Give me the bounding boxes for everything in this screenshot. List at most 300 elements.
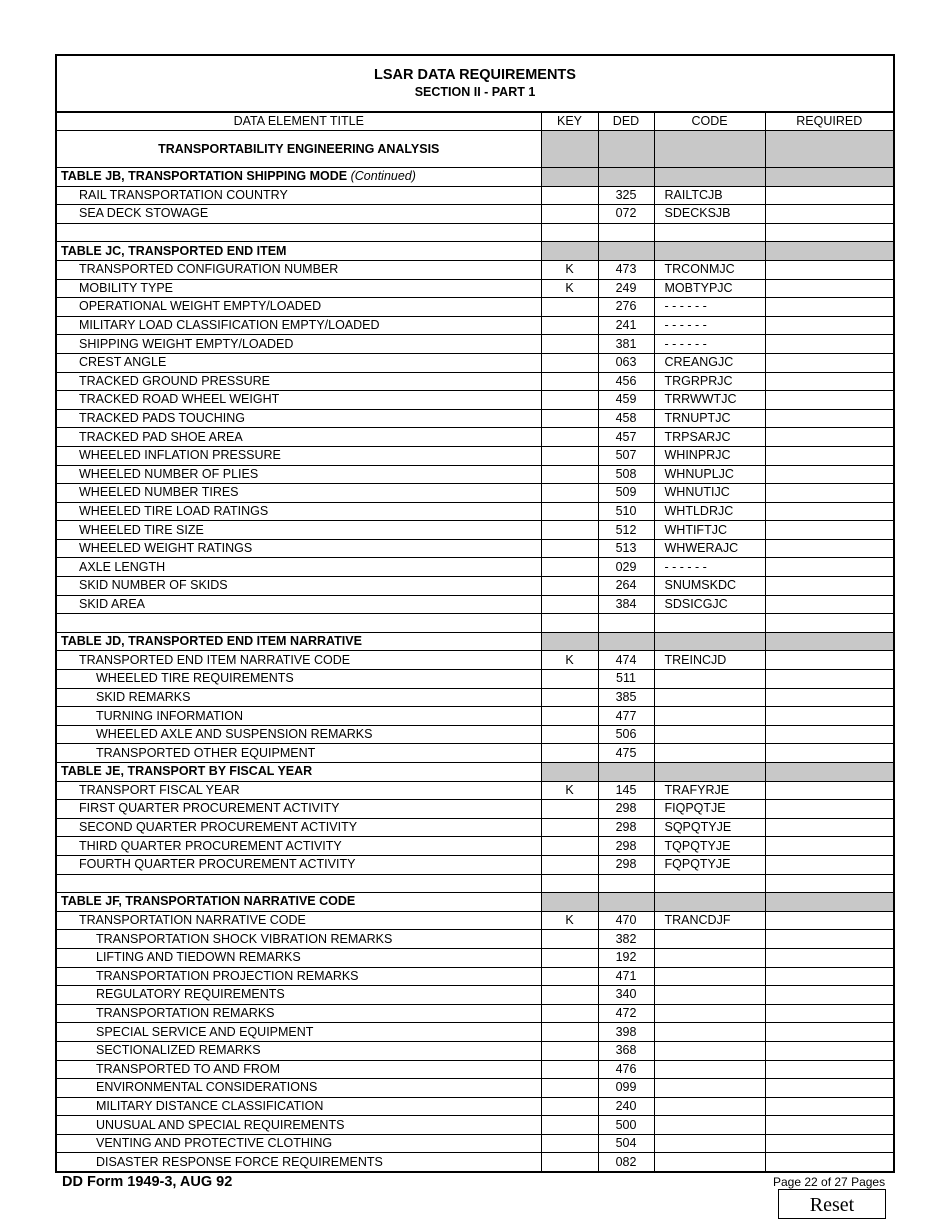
data-element-title: MOBILITY TYPE bbox=[57, 279, 541, 298]
table-row bbox=[57, 595, 893, 614]
code-cell bbox=[654, 688, 765, 707]
key-cell bbox=[541, 1134, 598, 1153]
key-cell bbox=[541, 725, 598, 744]
table-row bbox=[57, 967, 893, 986]
key-cell bbox=[541, 465, 598, 484]
key-cell bbox=[541, 800, 598, 819]
key-cell bbox=[541, 577, 598, 596]
key-cell bbox=[541, 1041, 598, 1060]
section-title-text: TABLE JF, TRANSPORTATION NARRATIVE CODE bbox=[61, 894, 356, 909]
data-element-title: REGULATORY REQUIREMENTS bbox=[57, 986, 541, 1005]
key-cell: K bbox=[541, 911, 598, 930]
required-cell[interactable] bbox=[765, 205, 893, 224]
ded-cell: 512 bbox=[598, 521, 654, 540]
required-cell[interactable] bbox=[765, 707, 893, 726]
table-row bbox=[57, 577, 893, 596]
required-cell[interactable] bbox=[765, 1023, 893, 1042]
code-cell: TRPSARJC bbox=[654, 428, 765, 447]
code-cell: FIQPQTJE bbox=[654, 800, 765, 819]
code-cell: TRNUPTJC bbox=[654, 409, 765, 428]
data-requirements-table bbox=[57, 112, 893, 1171]
table-row bbox=[57, 818, 893, 837]
ded-cell: 063 bbox=[598, 353, 654, 372]
required-cell[interactable] bbox=[765, 298, 893, 317]
required-cell[interactable] bbox=[765, 781, 893, 800]
ded-cell: 382 bbox=[598, 930, 654, 949]
key-cell bbox=[541, 446, 598, 465]
table-row bbox=[57, 298, 893, 317]
table-row bbox=[57, 335, 893, 354]
data-element-title: OPERATIONAL WEIGHT EMPTY/LOADED bbox=[57, 298, 541, 317]
code-cell: SDSICGJC bbox=[654, 595, 765, 614]
key-cell bbox=[541, 186, 598, 205]
section-title bbox=[57, 893, 541, 912]
table-row bbox=[57, 353, 893, 372]
table-row bbox=[57, 521, 893, 540]
form-subtitle: SECTION II - PART 1 bbox=[414, 85, 536, 99]
code-cell: RAILTCJB bbox=[654, 186, 765, 205]
table-row bbox=[57, 986, 893, 1005]
data-element-title: WHEELED TIRE REQUIREMENTS bbox=[57, 670, 541, 689]
code-cell: WHINPRJC bbox=[654, 446, 765, 465]
data-element-title: SKID NUMBER OF SKIDS bbox=[57, 577, 541, 596]
required-cell[interactable] bbox=[765, 670, 893, 689]
code-cell bbox=[654, 1097, 765, 1116]
table-row bbox=[57, 409, 893, 428]
ded-cell: 471 bbox=[598, 967, 654, 986]
table-section-row bbox=[57, 763, 893, 782]
ded-cell: 240 bbox=[598, 1097, 654, 1116]
ded-cell: 509 bbox=[598, 484, 654, 503]
table-row bbox=[57, 446, 893, 465]
section-title bbox=[57, 763, 541, 782]
table-row bbox=[57, 800, 893, 819]
data-element-title: SPECIAL SERVICE AND EQUIPMENT bbox=[57, 1023, 541, 1042]
required-cell[interactable] bbox=[765, 1116, 893, 1135]
ded-cell: 082 bbox=[598, 1153, 654, 1171]
table-row bbox=[57, 670, 893, 689]
data-element-title: TRANSPORTATION PROJECTION REMARKS bbox=[57, 967, 541, 986]
data-element-title: SEA DECK STOWAGE bbox=[57, 205, 541, 224]
required-cell[interactable] bbox=[765, 911, 893, 930]
data-element-title: RAIL TRANSPORTATION COUNTRY bbox=[57, 186, 541, 205]
ded-cell: 298 bbox=[598, 855, 654, 874]
code-cell bbox=[654, 1079, 765, 1098]
code-cell: TQPQTYJE bbox=[654, 837, 765, 856]
table-row bbox=[57, 372, 893, 391]
ded-cell: 474 bbox=[598, 651, 654, 670]
required-cell[interactable] bbox=[765, 855, 893, 874]
ded-cell: 340 bbox=[598, 986, 654, 1005]
ded-cell: 511 bbox=[598, 670, 654, 689]
table-row bbox=[57, 1116, 893, 1135]
key-cell bbox=[541, 391, 598, 410]
data-element-title: TRANSPORTATION SHOCK VIBRATION REMARKS bbox=[57, 930, 541, 949]
key-cell bbox=[541, 502, 598, 521]
code-cell bbox=[654, 948, 765, 967]
table-row bbox=[57, 316, 893, 335]
section-title-text: TABLE JC, TRANSPORTED END ITEM bbox=[61, 243, 287, 258]
data-element-title: DISASTER RESPONSE FORCE REQUIREMENTS bbox=[57, 1153, 541, 1171]
key-cell bbox=[541, 1097, 598, 1116]
form-title: LSAR DATA REQUIREMENTS bbox=[374, 67, 576, 83]
code-cell bbox=[654, 930, 765, 949]
code-cell bbox=[654, 986, 765, 1005]
required-cell[interactable] bbox=[765, 260, 893, 279]
key-cell bbox=[541, 1153, 598, 1171]
required-cell[interactable] bbox=[765, 1079, 893, 1098]
code-cell bbox=[654, 1134, 765, 1153]
ded-cell: 249 bbox=[598, 279, 654, 298]
ded-cell: 298 bbox=[598, 800, 654, 819]
code-cell: SNUMSKDC bbox=[654, 577, 765, 596]
code-cell bbox=[654, 1116, 765, 1135]
data-element-title: WHEELED TIRE LOAD RATINGS bbox=[57, 502, 541, 521]
required-cell[interactable] bbox=[765, 484, 893, 503]
data-element-title: TRACKED ROAD WHEEL WEIGHT bbox=[57, 391, 541, 410]
code-cell bbox=[654, 1153, 765, 1171]
required-cell[interactable] bbox=[765, 1041, 893, 1060]
ded-cell: 472 bbox=[598, 1004, 654, 1023]
ded-cell: 192 bbox=[598, 948, 654, 967]
required-cell[interactable] bbox=[765, 521, 893, 540]
key-cell bbox=[541, 484, 598, 503]
data-element-title: LIFTING AND TIEDOWN REMARKS bbox=[57, 948, 541, 967]
table-row bbox=[57, 1079, 893, 1098]
required-cell[interactable] bbox=[765, 930, 893, 949]
table-row bbox=[57, 1153, 893, 1171]
table-row bbox=[57, 205, 893, 224]
code-cell: - - - - - - bbox=[654, 316, 765, 335]
data-element-title: SKID REMARKS bbox=[57, 688, 541, 707]
section-title-text: TABLE JE, TRANSPORT BY FISCAL YEAR bbox=[61, 764, 313, 779]
table-row bbox=[57, 930, 893, 949]
code-cell: WHNUTIJC bbox=[654, 484, 765, 503]
col-header-code: CODE bbox=[654, 113, 765, 131]
data-element-title: CREST ANGLE bbox=[57, 353, 541, 372]
ded-cell: 384 bbox=[598, 595, 654, 614]
data-element-title: MILITARY LOAD CLASSIFICATION EMPTY/LOADED bbox=[57, 316, 541, 335]
required-cell[interactable] bbox=[765, 186, 893, 205]
key-cell bbox=[541, 558, 598, 577]
form-header bbox=[57, 56, 893, 112]
table-row bbox=[57, 744, 893, 763]
section-title bbox=[57, 632, 541, 651]
required-cell[interactable] bbox=[765, 1134, 893, 1153]
data-element-title: TRANSPORTATION REMARKS bbox=[57, 1004, 541, 1023]
blank-row bbox=[57, 874, 893, 893]
table-row bbox=[57, 911, 893, 930]
table-row bbox=[57, 651, 893, 670]
key-cell bbox=[541, 316, 598, 335]
required-cell[interactable] bbox=[765, 948, 893, 967]
data-element-title: WHEELED NUMBER TIRES bbox=[57, 484, 541, 503]
data-element-title: TRANSPORTED CONFIGURATION NUMBER bbox=[57, 260, 541, 279]
table-row bbox=[57, 428, 893, 447]
blank-row bbox=[57, 223, 893, 242]
data-element-title: MILITARY DISTANCE CLASSIFICATION bbox=[57, 1097, 541, 1116]
key-cell bbox=[541, 855, 598, 874]
table-row bbox=[57, 558, 893, 577]
form-id: DD Form 1949-3, AUG 92 bbox=[62, 1174, 233, 1190]
ded-cell: 504 bbox=[598, 1134, 654, 1153]
ded-cell: 385 bbox=[598, 688, 654, 707]
required-cell[interactable] bbox=[765, 967, 893, 986]
data-element-title: WHEELED WEIGHT RATINGS bbox=[57, 539, 541, 558]
code-cell: SQPQTYJE bbox=[654, 818, 765, 837]
table-row bbox=[57, 1060, 893, 1079]
ded-cell: 099 bbox=[598, 1079, 654, 1098]
section-title-text: TABLE JB, TRANSPORTATION SHIPPING MODE bbox=[61, 169, 348, 184]
code-cell: TRGRPRJC bbox=[654, 372, 765, 391]
required-cell[interactable] bbox=[765, 1097, 893, 1116]
column-header-row bbox=[57, 113, 893, 131]
key-cell bbox=[541, 428, 598, 447]
key-cell bbox=[541, 688, 598, 707]
table-row bbox=[57, 725, 893, 744]
code-cell bbox=[654, 1023, 765, 1042]
page-number: Page 22 of 27 Pages bbox=[773, 1175, 886, 1189]
data-element-title: THIRD QUARTER PROCUREMENT ACTIVITY bbox=[57, 837, 541, 856]
ded-cell: 145 bbox=[598, 781, 654, 800]
col-header-ded: DED bbox=[598, 113, 654, 131]
table-row bbox=[57, 539, 893, 558]
table-section-row bbox=[57, 168, 893, 187]
data-element-title: WHEELED INFLATION PRESSURE bbox=[57, 446, 541, 465]
code-cell bbox=[654, 1004, 765, 1023]
key-cell bbox=[541, 818, 598, 837]
ded-cell: 458 bbox=[598, 409, 654, 428]
data-element-title: SKID AREA bbox=[57, 595, 541, 614]
required-cell[interactable] bbox=[765, 316, 893, 335]
data-element-title: TRACKED GROUND PRESSURE bbox=[57, 372, 541, 391]
key-cell bbox=[541, 1023, 598, 1042]
code-cell: CREANGJC bbox=[654, 353, 765, 372]
key-cell bbox=[541, 948, 598, 967]
ded-cell: 298 bbox=[598, 837, 654, 856]
data-element-title: VENTING AND PROTECTIVE CLOTHING bbox=[57, 1134, 541, 1153]
data-element-title: TRANSPORTATION NARRATIVE CODE bbox=[57, 911, 541, 930]
required-cell[interactable] bbox=[765, 651, 893, 670]
data-element-title: AXLE LENGTH bbox=[57, 558, 541, 577]
ded-cell: 456 bbox=[598, 372, 654, 391]
code-cell: TRANCDJF bbox=[654, 911, 765, 930]
section-title bbox=[57, 242, 541, 261]
reset-button[interactable]: Reset bbox=[778, 1189, 886, 1219]
table-row bbox=[57, 1097, 893, 1116]
required-cell[interactable] bbox=[765, 1060, 893, 1079]
required-cell[interactable] bbox=[765, 502, 893, 521]
code-cell: TRCONMJC bbox=[654, 260, 765, 279]
table-section-row bbox=[57, 632, 893, 651]
table-row bbox=[57, 1041, 893, 1060]
data-element-title: UNUSUAL AND SPECIAL REQUIREMENTS bbox=[57, 1116, 541, 1135]
code-cell bbox=[654, 744, 765, 763]
ded-cell: 381 bbox=[598, 335, 654, 354]
blank-row bbox=[57, 614, 893, 633]
key-cell bbox=[541, 1116, 598, 1135]
key-cell bbox=[541, 1060, 598, 1079]
key-cell bbox=[541, 539, 598, 558]
code-cell bbox=[654, 670, 765, 689]
ded-cell: 476 bbox=[598, 1060, 654, 1079]
table-row bbox=[57, 391, 893, 410]
code-cell bbox=[654, 967, 765, 986]
table-row bbox=[57, 186, 893, 205]
data-element-title: TRACKED PADS TOUCHING bbox=[57, 409, 541, 428]
table-section-row bbox=[57, 893, 893, 912]
code-cell: TREINCJD bbox=[654, 651, 765, 670]
data-element-title: TURNING INFORMATION bbox=[57, 707, 541, 726]
code-cell: TRRWWTJC bbox=[654, 391, 765, 410]
table-row bbox=[57, 707, 893, 726]
code-cell: - - - - - - bbox=[654, 298, 765, 317]
data-element-title: SECOND QUARTER PROCUREMENT ACTIVITY bbox=[57, 818, 541, 837]
code-cell: WHNUPLJC bbox=[654, 465, 765, 484]
required-cell[interactable] bbox=[765, 558, 893, 577]
key-cell bbox=[541, 967, 598, 986]
key-cell: K bbox=[541, 651, 598, 670]
data-element-title: FIRST QUARTER PROCUREMENT ACTIVITY bbox=[57, 800, 541, 819]
required-cell[interactable] bbox=[765, 688, 893, 707]
table-row bbox=[57, 260, 893, 279]
continued-label: (Continued) bbox=[350, 169, 416, 184]
code-cell: MOBTYPJC bbox=[654, 279, 765, 298]
data-element-title: TRANSPORTED TO AND FROM bbox=[57, 1060, 541, 1079]
required-cell[interactable] bbox=[765, 837, 893, 856]
table-row bbox=[57, 688, 893, 707]
required-cell[interactable] bbox=[765, 409, 893, 428]
group-title-row bbox=[57, 131, 893, 168]
ded-cell: 241 bbox=[598, 316, 654, 335]
key-cell bbox=[541, 930, 598, 949]
required-cell[interactable] bbox=[765, 335, 893, 354]
table-row bbox=[57, 484, 893, 503]
code-cell bbox=[654, 1060, 765, 1079]
ded-cell: 470 bbox=[598, 911, 654, 930]
required-cell[interactable] bbox=[765, 465, 893, 484]
required-cell[interactable] bbox=[765, 428, 893, 447]
ded-cell: 072 bbox=[598, 205, 654, 224]
data-element-title: TRACKED PAD SHOE AREA bbox=[57, 428, 541, 447]
table-row bbox=[57, 1023, 893, 1042]
required-cell[interactable] bbox=[765, 744, 893, 763]
ded-cell: 298 bbox=[598, 818, 654, 837]
key-cell bbox=[541, 353, 598, 372]
required-cell[interactable] bbox=[765, 595, 893, 614]
code-cell: WHTLDRJC bbox=[654, 502, 765, 521]
data-element-title: ENVIRONMENTAL CONSIDERATIONS bbox=[57, 1079, 541, 1098]
required-cell[interactable] bbox=[765, 372, 893, 391]
data-element-title: TRANSPORTED END ITEM NARRATIVE CODE bbox=[57, 651, 541, 670]
table-row bbox=[57, 502, 893, 521]
ded-cell: 325 bbox=[598, 186, 654, 205]
key-cell bbox=[541, 986, 598, 1005]
code-cell: FQPQTYJE bbox=[654, 855, 765, 874]
key-cell bbox=[541, 372, 598, 391]
ded-cell: 029 bbox=[598, 558, 654, 577]
section-title bbox=[57, 168, 541, 187]
ded-cell: 506 bbox=[598, 725, 654, 744]
required-cell[interactable] bbox=[765, 539, 893, 558]
ded-cell: 475 bbox=[598, 744, 654, 763]
ded-cell: 264 bbox=[598, 577, 654, 596]
ded-cell: 459 bbox=[598, 391, 654, 410]
code-cell: WHWERAJC bbox=[654, 539, 765, 558]
key-cell bbox=[541, 298, 598, 317]
key-cell: K bbox=[541, 260, 598, 279]
data-element-title: WHEELED AXLE AND SUSPENSION REMARKS bbox=[57, 725, 541, 744]
table-section-row bbox=[57, 242, 893, 261]
ded-cell: 457 bbox=[598, 428, 654, 447]
code-cell: SDECKSJB bbox=[654, 205, 765, 224]
key-cell bbox=[541, 1004, 598, 1023]
code-cell bbox=[654, 1041, 765, 1060]
col-header-key: KEY bbox=[541, 113, 598, 131]
col-header-title: DATA ELEMENT TITLE bbox=[57, 113, 541, 131]
required-cell[interactable] bbox=[765, 725, 893, 744]
required-cell[interactable] bbox=[765, 800, 893, 819]
table-row bbox=[57, 1134, 893, 1153]
section-title-text: TABLE JD, TRANSPORTED END ITEM NARRATIVE bbox=[61, 634, 362, 649]
ded-cell: 477 bbox=[598, 707, 654, 726]
table-row bbox=[57, 781, 893, 800]
required-cell[interactable] bbox=[765, 279, 893, 298]
code-cell: - - - - - - bbox=[654, 335, 765, 354]
data-element-title: TRANSPORTED OTHER EQUIPMENT bbox=[57, 744, 541, 763]
key-cell bbox=[541, 670, 598, 689]
ded-cell: 507 bbox=[598, 446, 654, 465]
key-cell bbox=[541, 707, 598, 726]
key-cell bbox=[541, 744, 598, 763]
required-cell[interactable] bbox=[765, 446, 893, 465]
required-cell[interactable] bbox=[765, 986, 893, 1005]
code-cell: TRAFYRJE bbox=[654, 781, 765, 800]
key-cell bbox=[541, 521, 598, 540]
required-cell[interactable] bbox=[765, 353, 893, 372]
key-cell bbox=[541, 595, 598, 614]
key-cell: K bbox=[541, 279, 598, 298]
required-cell[interactable] bbox=[765, 391, 893, 410]
key-cell bbox=[541, 205, 598, 224]
key-cell bbox=[541, 1079, 598, 1098]
key-cell bbox=[541, 837, 598, 856]
ded-cell: 510 bbox=[598, 502, 654, 521]
required-cell[interactable] bbox=[765, 1004, 893, 1023]
code-cell: WHTIFTJC bbox=[654, 521, 765, 540]
col-header-required: REQUIRED bbox=[765, 113, 893, 131]
data-element-title: SHIPPING WEIGHT EMPTY/LOADED bbox=[57, 335, 541, 354]
table-row bbox=[57, 948, 893, 967]
ded-cell: 473 bbox=[598, 260, 654, 279]
ded-cell: 368 bbox=[598, 1041, 654, 1060]
code-cell: - - - - - - bbox=[654, 558, 765, 577]
ded-cell: 500 bbox=[598, 1116, 654, 1135]
table-row bbox=[57, 465, 893, 484]
key-cell bbox=[541, 409, 598, 428]
table-row bbox=[57, 279, 893, 298]
required-cell[interactable] bbox=[765, 818, 893, 837]
key-cell: K bbox=[541, 781, 598, 800]
data-element-title: FOURTH QUARTER PROCUREMENT ACTIVITY bbox=[57, 855, 541, 874]
lsar-form bbox=[55, 54, 895, 1173]
required-cell[interactable] bbox=[765, 577, 893, 596]
required-cell[interactable] bbox=[765, 1153, 893, 1171]
data-element-title: WHEELED NUMBER OF PLIES bbox=[57, 465, 541, 484]
ded-cell: 276 bbox=[598, 298, 654, 317]
data-element-title: TRANSPORT FISCAL YEAR bbox=[57, 781, 541, 800]
table-row bbox=[57, 837, 893, 856]
